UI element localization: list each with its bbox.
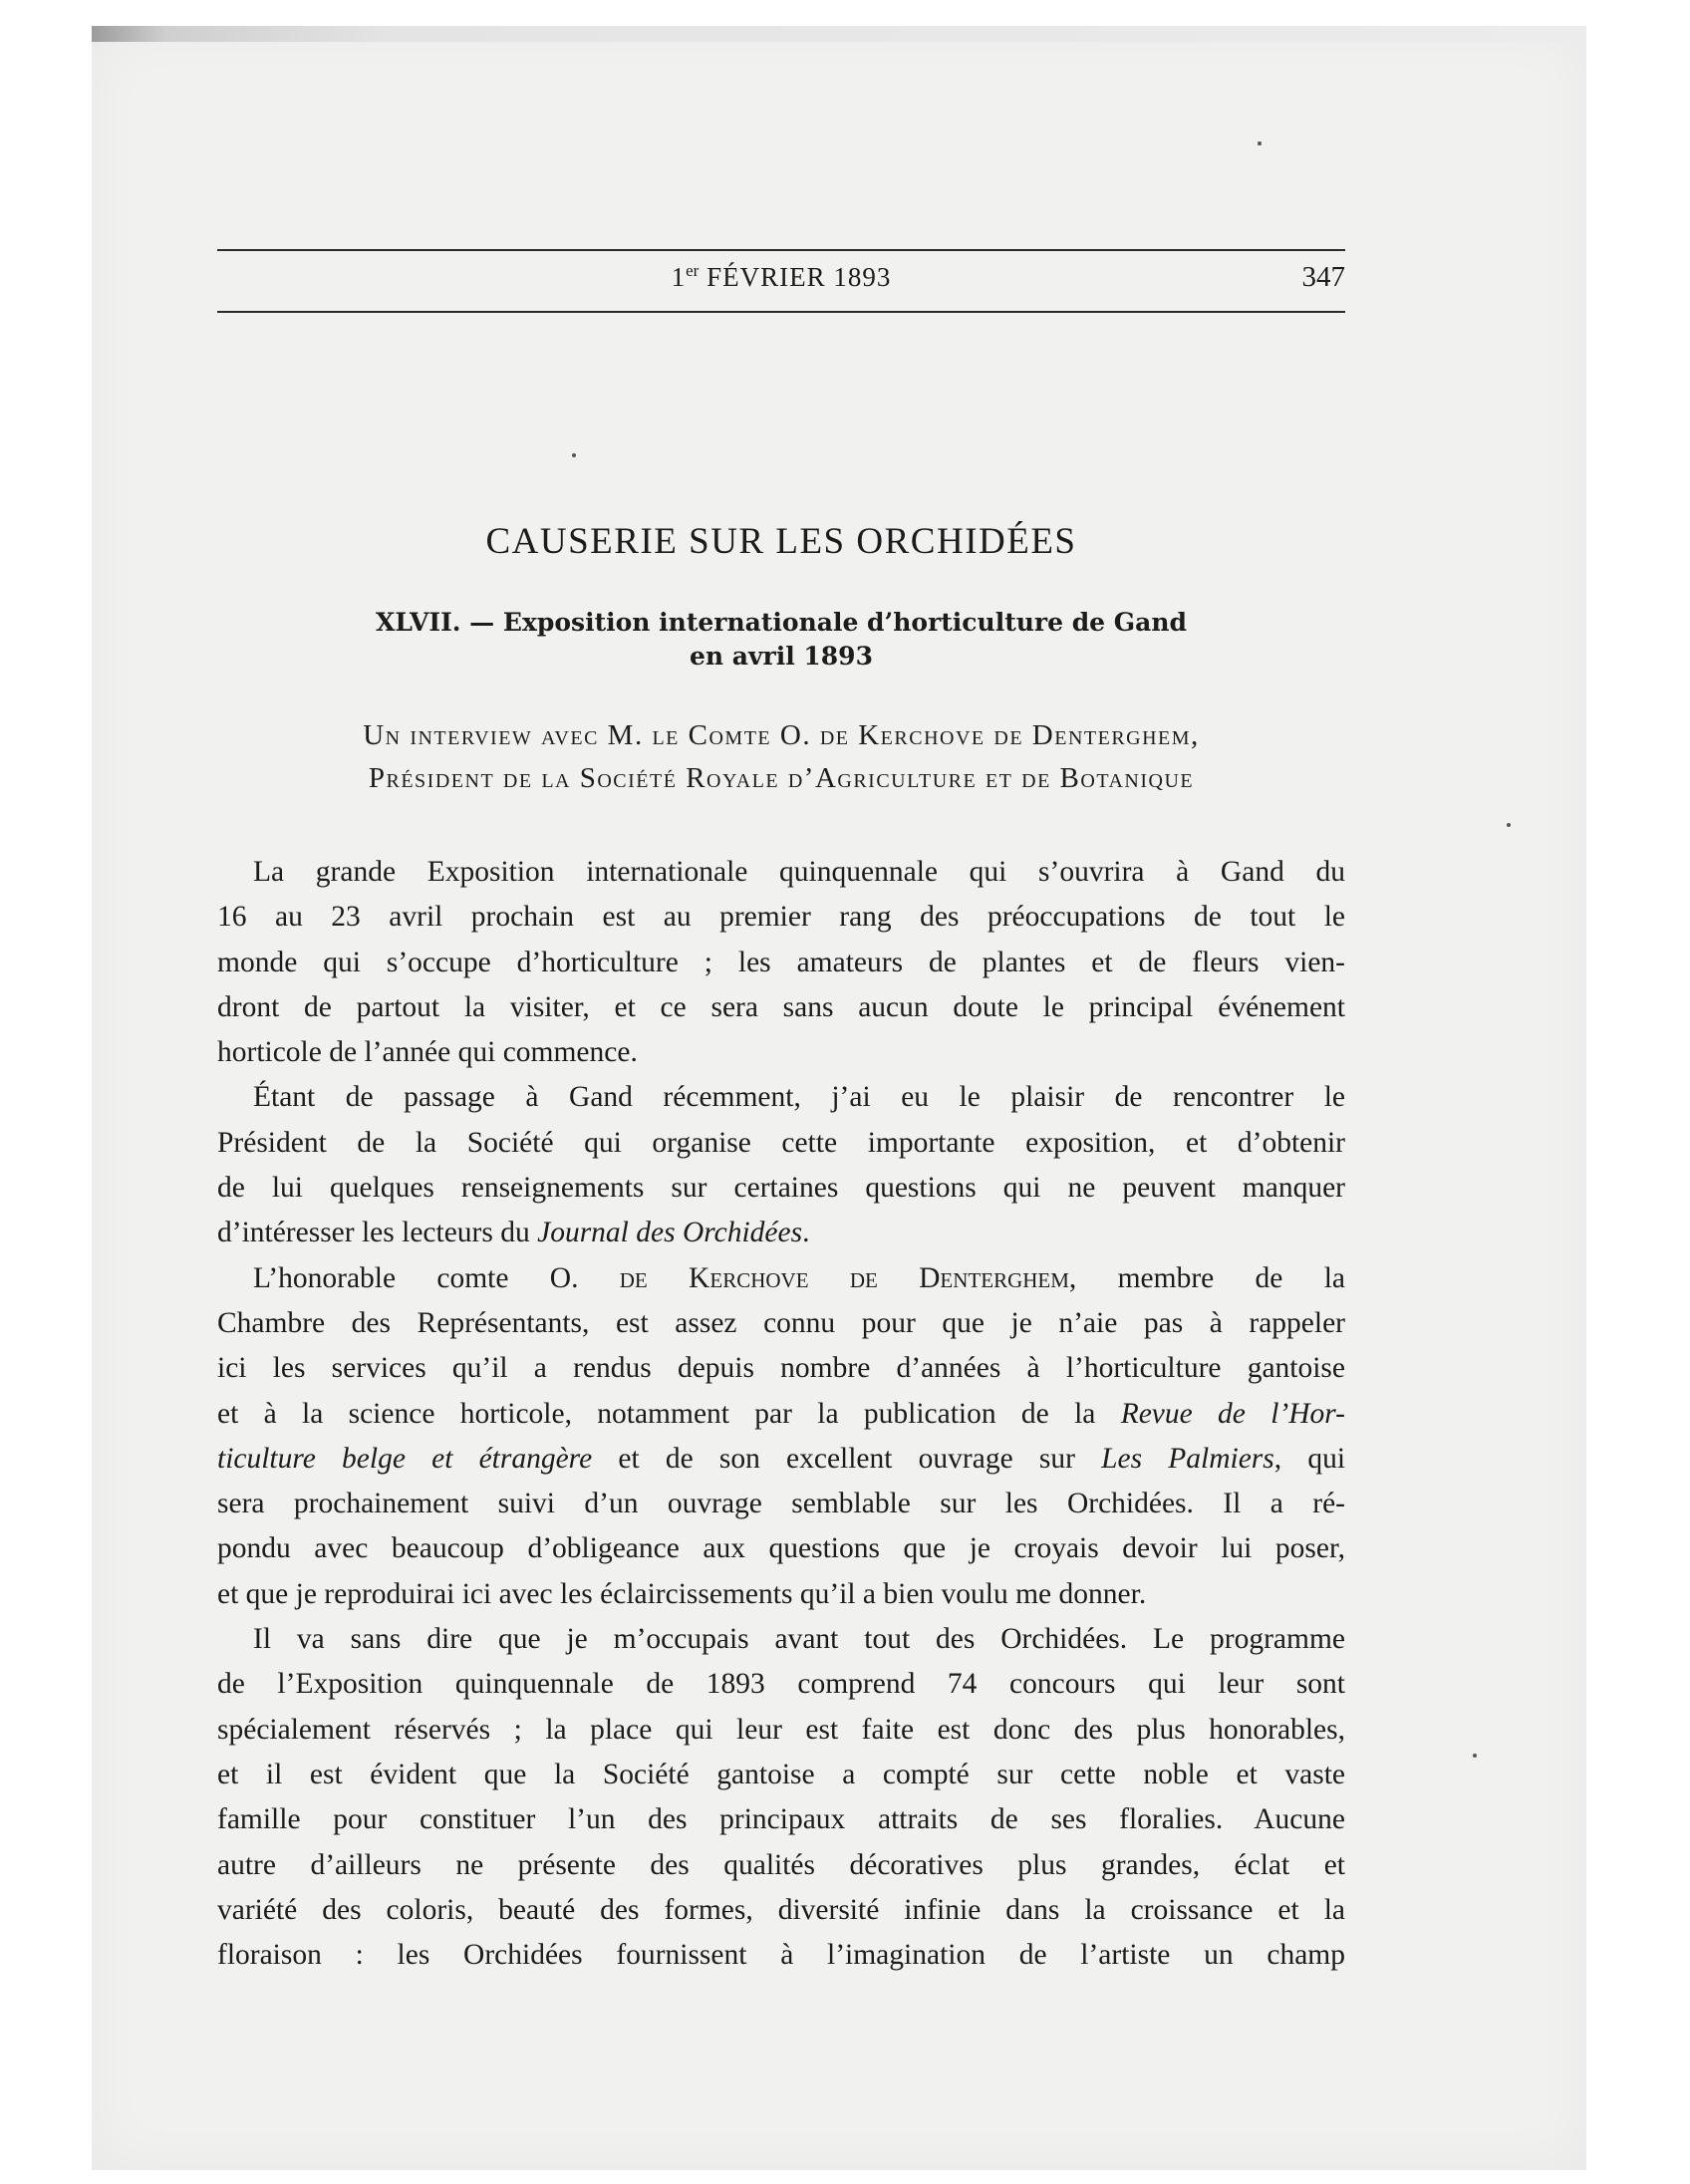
body-line: dront de partout la visiter, et ce sera sans aucun doute le principal événement bbox=[217, 990, 1345, 1023]
header-rule-bottom bbox=[217, 311, 1345, 313]
body-line: ici les services qu’il a rendus depuis nombre d’années à l’horticulture gantoise bbox=[217, 1352, 1345, 1385]
header-date: 1er FÉVRIER 1893 bbox=[671, 261, 892, 292]
page-number: 347 bbox=[1301, 261, 1345, 293]
body-line: de lui quelques renseignements sur certaines questions qui ne peuvent manquer bbox=[217, 1172, 1345, 1205]
body-line: spécialement réservés ; la place qui leur est faite est donc des plus honorables, bbox=[217, 1713, 1345, 1746]
subtitle-line-1: XLVII. — Exposition internationale d’horticulture de Gand bbox=[375, 608, 1187, 637]
body-line: 16 au 23 avril prochain est au premier rang des préoccupations de tout le bbox=[217, 901, 1345, 934]
interview-heading-line-2: Président de la Société Royale d’Agriculture et de Botanique bbox=[368, 762, 1195, 794]
scan-edge bbox=[92, 26, 1586, 42]
body-line: et il est évident que la Société gantoise a compté sur cette noble et vaste bbox=[217, 1758, 1345, 1790]
interview-heading-line-1: Un interview avec M. le Comte O. de Kerchove de Denterghem, bbox=[363, 719, 1200, 751]
running-header bbox=[217, 261, 1345, 301]
person-name: de Kerchove de Denterghem bbox=[619, 1261, 1069, 1294]
article-title: CAUSERIE SUR LES ORCHIDÉES bbox=[485, 521, 1077, 562]
body-line: de l’Exposition quinquennale de 1893 comprend 74 concours qui leur sont bbox=[217, 1668, 1345, 1701]
body-line: et à la science horticole, notamment par la publication de la Revue de l’Hor- bbox=[217, 1397, 1345, 1430]
body-line: pondu avec beaucoup d’obligeance aux questions que je croyais devoir lui poser, bbox=[217, 1532, 1345, 1565]
body-line: autre d’ailleurs ne présente des qualités décoratives plus grandes, éclat et bbox=[217, 1848, 1345, 1881]
revue-title-cont: ticulture belge et étrangère bbox=[217, 1442, 593, 1475]
body-line: et que je reproduirai ici avec les éclaircissements qu’il a bien voulu me donner. bbox=[217, 1577, 1147, 1610]
paper-speck bbox=[1258, 141, 1262, 145]
body-line: Il va sans dire que je m’occupais avant tout des Orchidées. Le programme bbox=[253, 1623, 1345, 1656]
revue-title: Revue de l’Hor- bbox=[1120, 1397, 1345, 1430]
article-body bbox=[217, 850, 1345, 1978]
body-line: d’intéresser les lecteurs du Journal des Orchidées. bbox=[217, 1217, 810, 1249]
header-rule-top bbox=[217, 249, 1345, 251]
book-title: Les Palmiers bbox=[1101, 1442, 1274, 1475]
body-line: horticole de l’année qui commence. bbox=[217, 1036, 638, 1069]
body-line: monde qui s’occupe d’horticulture ; les amateurs de plantes et de fleurs vien- bbox=[217, 946, 1345, 978]
body-line: variété des coloris, beauté des formes, diversité infinie dans la croissance et la bbox=[217, 1893, 1345, 1926]
article-subtitle bbox=[217, 606, 1345, 674]
body-line: La grande Exposition internationale quinquennale qui s’ouvrira à Gand du bbox=[253, 856, 1345, 888]
body-line: famille pour constituer l’un des principaux attraits de ses floralies. Aucune bbox=[217, 1803, 1345, 1836]
journal-title: Journal des Orchidées bbox=[537, 1217, 803, 1249]
body-line: ticulture belge et étrangère et de son excellent ouvrage sur Les Palmiers, qui bbox=[217, 1442, 1346, 1475]
paper-speck bbox=[1507, 823, 1511, 827]
body-line: floraison : les Orchidées fournissent à l’imagination de l’artiste un champ bbox=[217, 1939, 1345, 1972]
subtitle-line-2: en avril 1893 bbox=[690, 642, 873, 671]
paper-speck bbox=[1473, 1754, 1477, 1758]
body-line: Étant de passage à Gand récemment, j’ai eu le plaisir de rencontrer le bbox=[253, 1081, 1345, 1114]
body-line: Président de la Société qui organise cette importante exposition, et d’obtenir bbox=[217, 1126, 1345, 1159]
body-line: L’honorable comte O. de Kerchove de Denterghem, membre de la bbox=[253, 1261, 1345, 1294]
body-line: Chambre des Représentants, est assez connu pour que je n’aie pas à rappeler bbox=[217, 1306, 1345, 1339]
body-line: sera prochainement suivi d’un ouvrage semblable sur les Orchidées. Il a ré- bbox=[217, 1488, 1345, 1520]
paper-speck bbox=[572, 453, 576, 457]
